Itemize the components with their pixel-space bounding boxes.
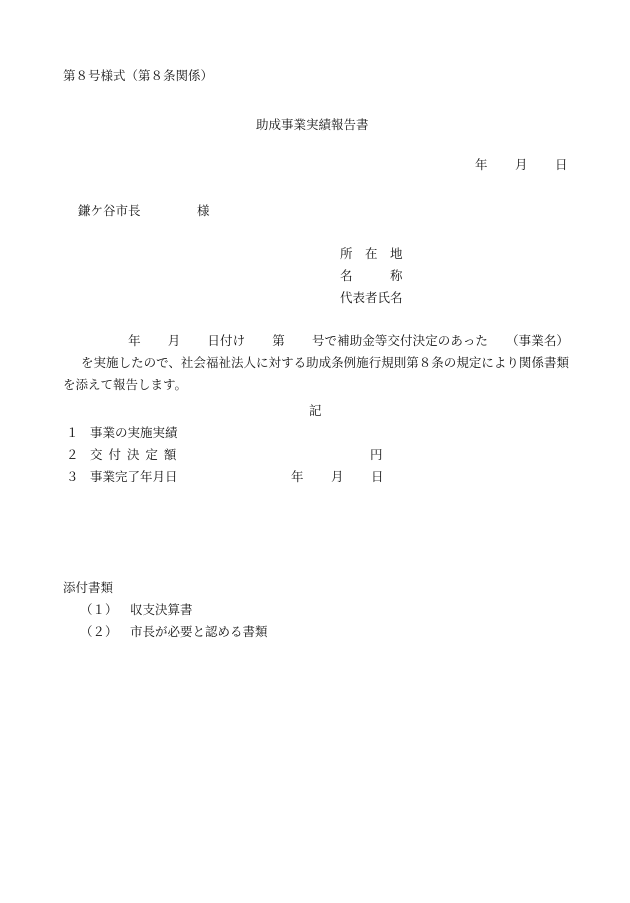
body-project-close: 名） xyxy=(543,333,569,348)
item-day: 日 xyxy=(371,469,384,484)
body-year: 年 xyxy=(128,333,141,348)
attachment-number: （１） xyxy=(80,602,118,617)
document-title: 助成事業実績報告書 xyxy=(256,117,369,132)
body-no-suffix: 号で補助金等交付決定のあった xyxy=(311,333,488,348)
addressee-honorific: 様 xyxy=(197,203,210,218)
item-number: ２ xyxy=(66,447,79,462)
attachments-heading: 添付書類 xyxy=(63,580,114,595)
body-day: 日付け xyxy=(207,333,246,348)
date-month: 月 xyxy=(515,157,528,172)
item-number: ３ xyxy=(66,469,79,484)
applicant-representative-label: 代表者氏名 xyxy=(340,290,403,305)
attachment-label: 収支決算書 xyxy=(130,602,193,617)
applicant-name-label: 名 称 xyxy=(340,268,403,283)
body-no-prefix: 第 xyxy=(272,333,285,348)
item-label: 事業完了年月日 xyxy=(90,469,178,484)
item-amount-unit: 円 xyxy=(370,447,383,462)
body-text-2: り関係書類を添えて報告します。 xyxy=(63,355,569,392)
form-number: 第８号様式（第８条関係） xyxy=(63,68,214,83)
item-month: 月 xyxy=(331,469,344,484)
body-month: 月 xyxy=(167,333,181,348)
ki-mark: 記 xyxy=(309,403,322,418)
report-body xyxy=(63,330,569,396)
body-text-1: を実施したので、社会福祉法人に対する助成条例施行規則第８条の規定によ xyxy=(81,355,507,370)
date-day: 日 xyxy=(555,157,568,172)
applicant-address-label: 所 在 地 xyxy=(340,246,403,261)
addressee-name: 鎌ケ谷市長 xyxy=(78,203,141,218)
date-year: 年 xyxy=(475,157,488,172)
item-number: １ xyxy=(66,425,79,440)
attachment-label: 市長が必要と認める書類 xyxy=(130,624,268,639)
attachment-number: （２） xyxy=(80,624,118,639)
item-label: 事業の実施実績 xyxy=(90,425,178,440)
body-project-open: （事業 xyxy=(506,333,544,348)
item-year: 年 xyxy=(291,469,304,484)
item-label: 交 付 決 定 額 xyxy=(90,447,178,462)
